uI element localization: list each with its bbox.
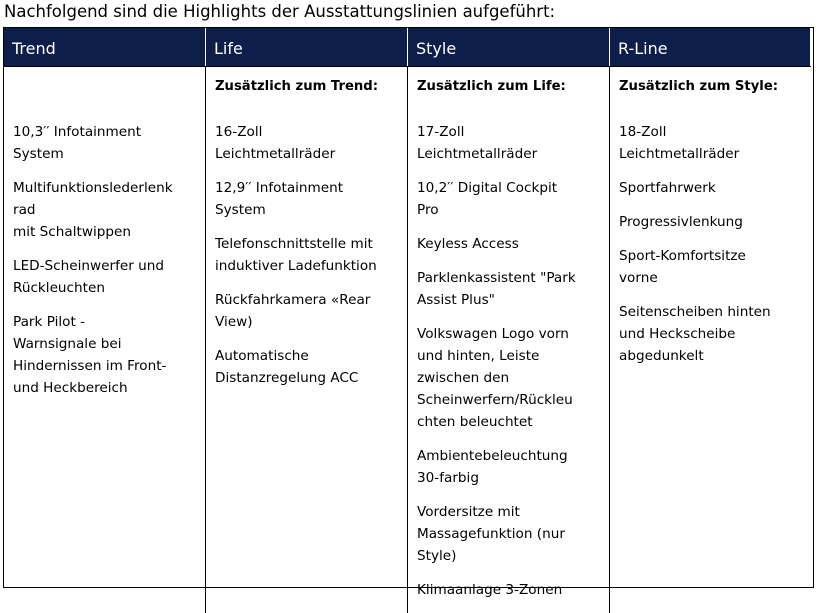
column-subheading: Zusätzlich zum Trend: bbox=[215, 79, 379, 94]
feature-item: 10,3′′ Infotainment System bbox=[13, 124, 142, 162]
feature-item: LED-Scheinwerfer und Rückleuchten bbox=[13, 258, 164, 296]
feature-item: Automatische Distanzregelung ACC bbox=[215, 348, 359, 386]
feature-item: Klimaanlage 3-Zonen bbox=[417, 582, 563, 598]
feature-item: 10,2′′ Digital Cockpit Pro bbox=[417, 180, 558, 218]
feature-item: Sport-Komfortsitze vorne bbox=[619, 248, 746, 286]
column-header-style: Style bbox=[408, 28, 610, 66]
column-subheading: Zusätzlich zum Style: bbox=[619, 79, 779, 94]
feature-item: Seitenscheiben hinten und Heckscheibe abgedunkelt bbox=[619, 304, 771, 364]
feature-item: Volkswagen Logo vorn und hinten, Leiste zwischen den Scheinwerfern/Rückleu chten beleuchtet bbox=[417, 326, 573, 430]
feature-item: 12,9′′ Infotainment System bbox=[215, 180, 344, 218]
feature-item: Keyless Access bbox=[417, 236, 519, 252]
feature-item: Sportfahrwerk bbox=[619, 180, 716, 196]
column-header-r-line: R-Line bbox=[610, 28, 811, 66]
column-header-trend: Trend bbox=[4, 28, 206, 66]
feature-item: Multifunktionslederlenk rad mit Schaltwippen bbox=[13, 180, 173, 240]
feature-item: Parklenkassistent "Park Assist Plus" bbox=[417, 270, 576, 308]
column-style bbox=[408, 66, 610, 613]
column-r-line bbox=[610, 66, 811, 613]
feature-item: Vordersitze mit Massagefunktion (nur Style) bbox=[417, 504, 565, 564]
feature-item: Ambientebeleuchtung 30-farbig bbox=[417, 448, 568, 486]
feature-item: Park Pilot - Warnsignale bei Hindernissen im Front- und Heckbereich bbox=[13, 314, 167, 396]
column-subheading: Zusätzlich zum Life: bbox=[417, 79, 566, 94]
column-trend bbox=[4, 66, 206, 613]
column-header-life: Life bbox=[206, 28, 408, 66]
feature-item: 17-Zoll Leichtmetallräder bbox=[417, 124, 538, 162]
feature-item: 16-Zoll Leichtmetallräder bbox=[215, 124, 336, 162]
intro-text: Nachfolgend sind die Highlights der Ausstattungslinien aufgeführt: bbox=[4, 2, 556, 21]
column-life bbox=[206, 66, 408, 613]
feature-item: Rückfahrkamera «Rear View) bbox=[215, 292, 371, 330]
feature-item: 18-Zoll Leichtmetallräder bbox=[619, 124, 740, 162]
equipment-table bbox=[3, 27, 814, 598]
feature-item: Telefonschnittstelle mit induktiver Ladefunktion bbox=[215, 236, 377, 274]
feature-item: Progressivlenkung bbox=[619, 214, 743, 230]
